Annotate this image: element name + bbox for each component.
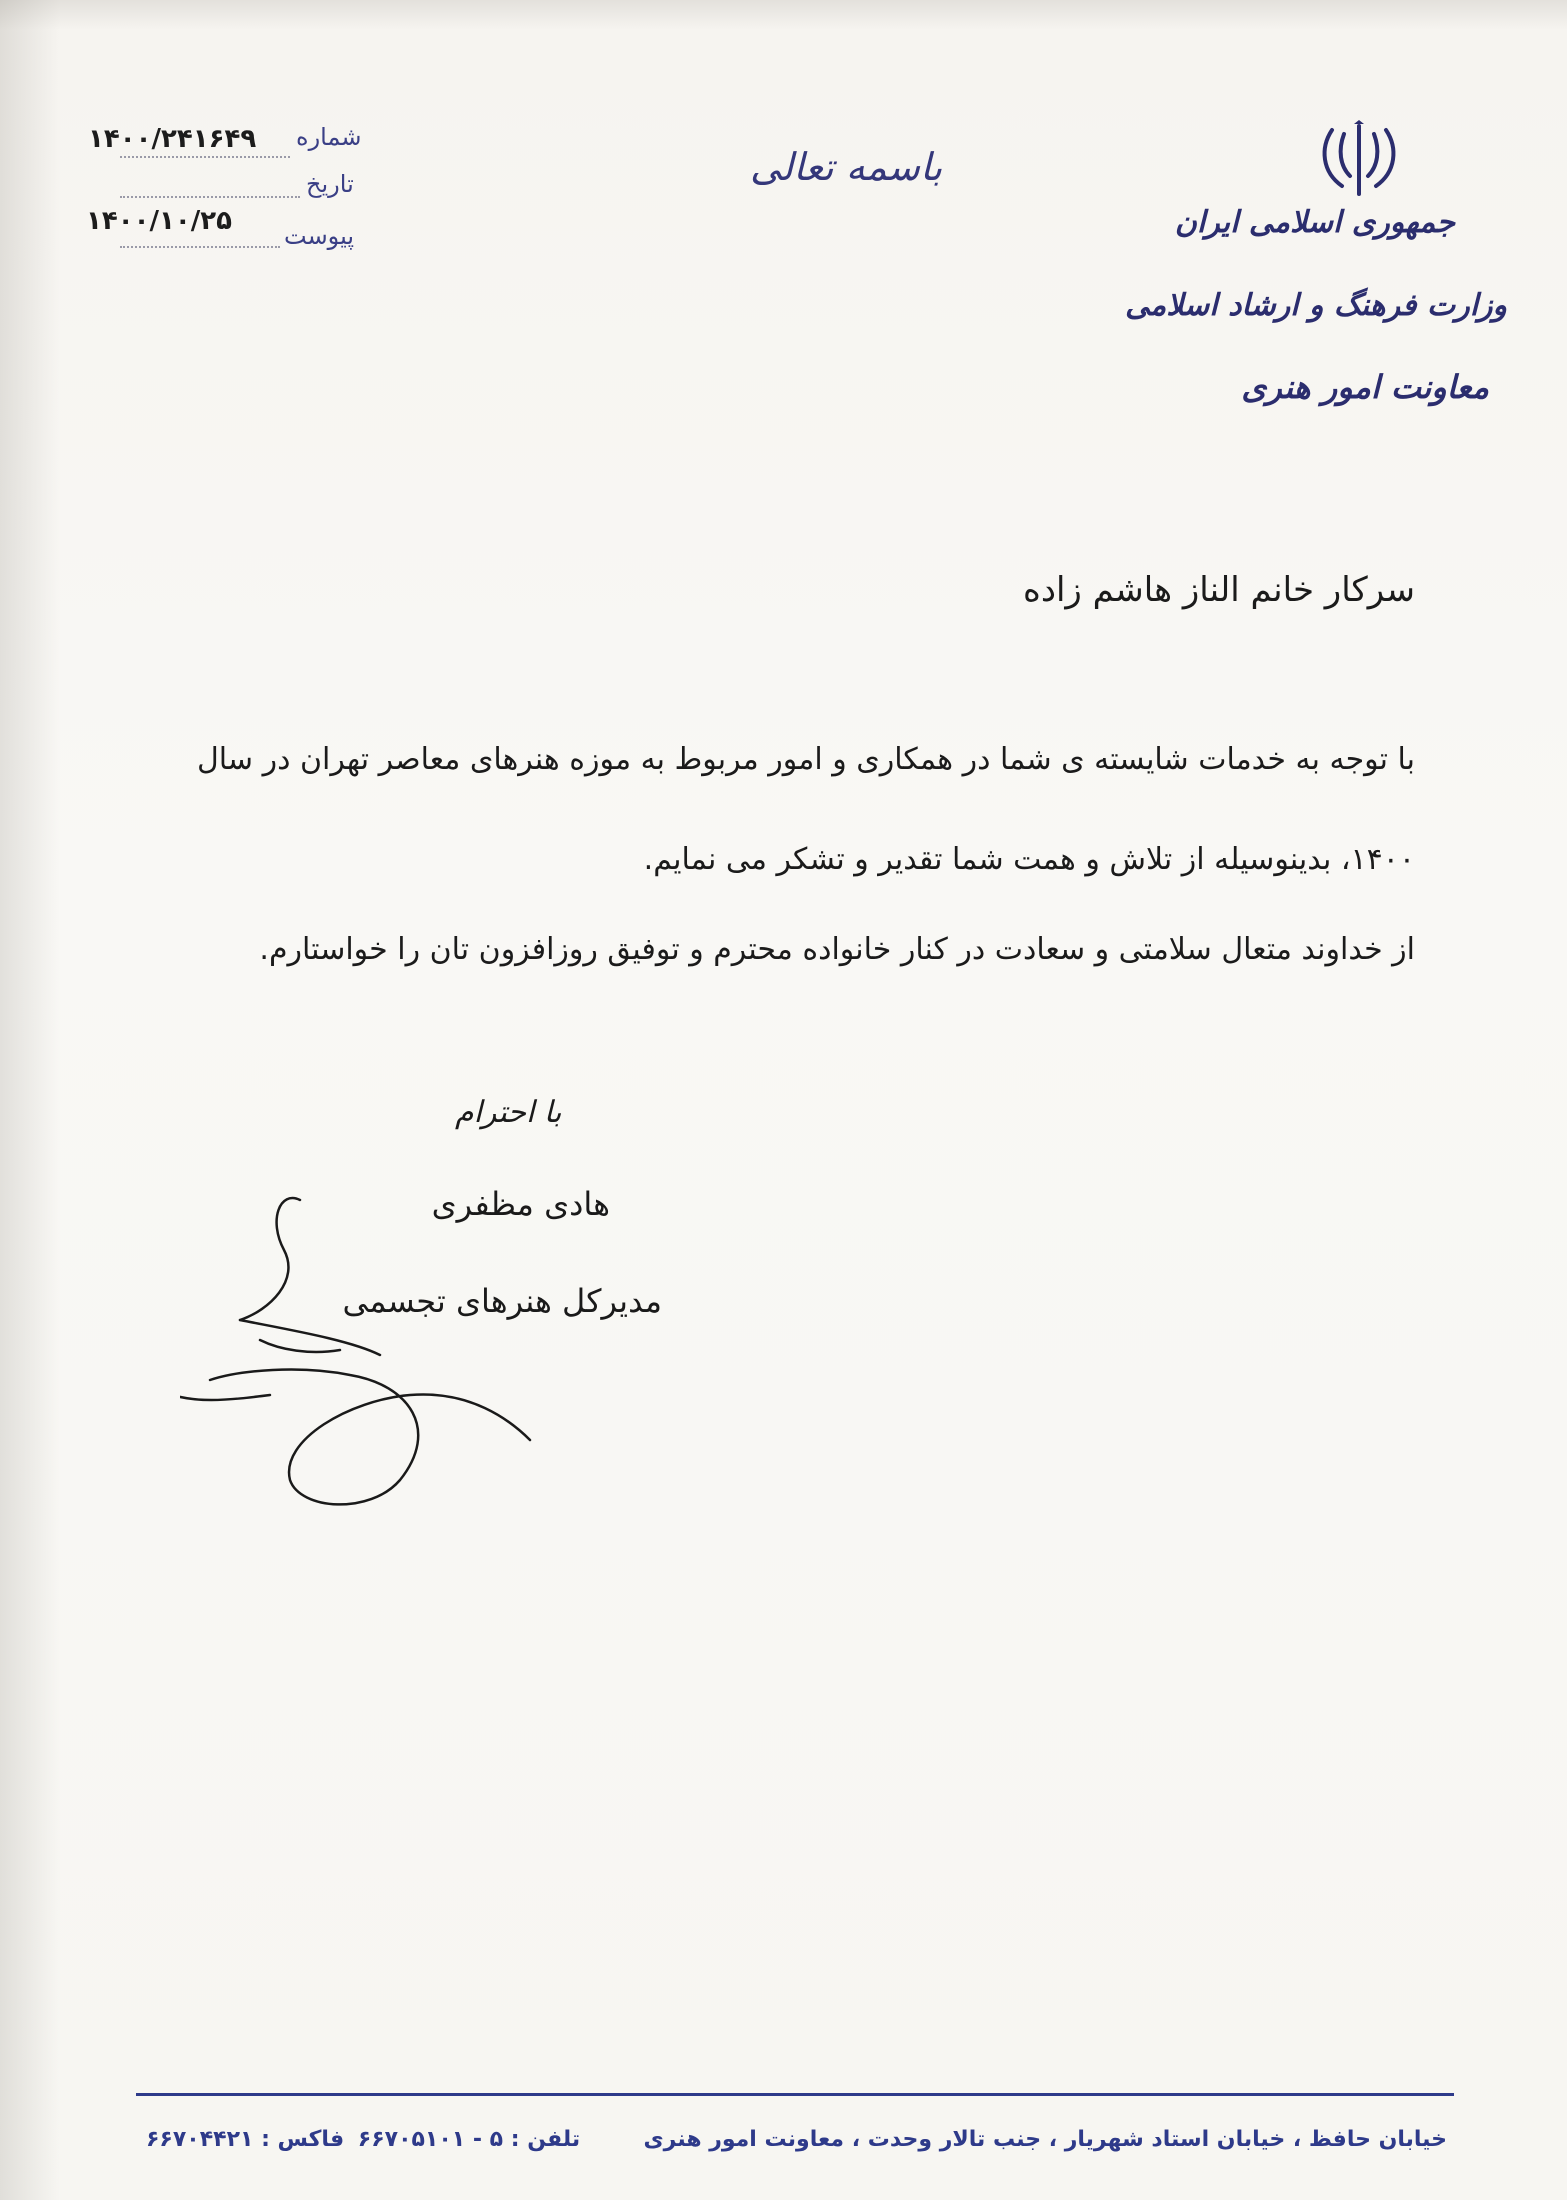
date-label: تاریخ	[306, 170, 354, 198]
signatory-title: مدیرکل هنرهای تجسمی	[342, 1282, 662, 1320]
footer-address: خیابان حافظ ، خیابان استاد شهریار ، جنب تالار وحدت ، معاونت امور هنری	[643, 2127, 1447, 2152]
letter-date: ۱۴۰۰/۱۰/۲۵	[86, 206, 232, 236]
paragraph-line-1: با توجه به خدمات شایسته ی شما در همکاری و امور مربوط به موزه هنرهای معاصر تهران در سال	[196, 742, 1415, 777]
page-edge-shadow	[0, 0, 60, 2200]
handwritten-signature	[180, 1180, 560, 1520]
paragraph-line-2: ۱۴۰۰، بدینوسیله از تلاش و همت شما تقدیر و تشکر می نمایم.	[643, 842, 1415, 877]
letter-number: ۱۴۰۰/۲۴۱۶۴۹	[88, 124, 257, 154]
attachment-dots	[120, 246, 280, 248]
iran-emblem-icon	[1314, 120, 1404, 200]
country-name: جمهوری اسلامی ایران	[1174, 205, 1455, 240]
number-label: شماره	[296, 123, 362, 151]
footer-fax: فاکس : ۶۶۷۰۴۴۲۱	[146, 2127, 345, 2152]
footer-rule	[136, 2093, 1454, 2096]
salutation: سرکار خانم الناز هاشم زاده	[1023, 570, 1415, 610]
number-dots	[120, 156, 290, 158]
signatory-name: هادی مظفری	[431, 1185, 610, 1223]
paragraph-line-3: از خداوند متعال سلامتی و سعادت در کنار خانواده محترم و توفیق روزافزون تان را خواستارم.	[259, 932, 1415, 967]
date-dots	[120, 196, 300, 198]
signature-greeting: با احترام	[455, 1095, 562, 1130]
page-top-shadow	[0, 0, 1567, 30]
attachment-label: پیوست	[284, 222, 354, 250]
footer-contact	[140, 2127, 580, 2152]
deputy-name: معاونت امور هنری	[1241, 368, 1489, 406]
bismillah-heading: باسمه تعالی	[750, 145, 943, 189]
footer-phone: تلفن : ۵ - ۶۶۷۰۵۱۰۱	[357, 2127, 581, 2152]
ministry-name: وزارت فرهنگ و ارشاد اسلامی	[1125, 288, 1507, 323]
